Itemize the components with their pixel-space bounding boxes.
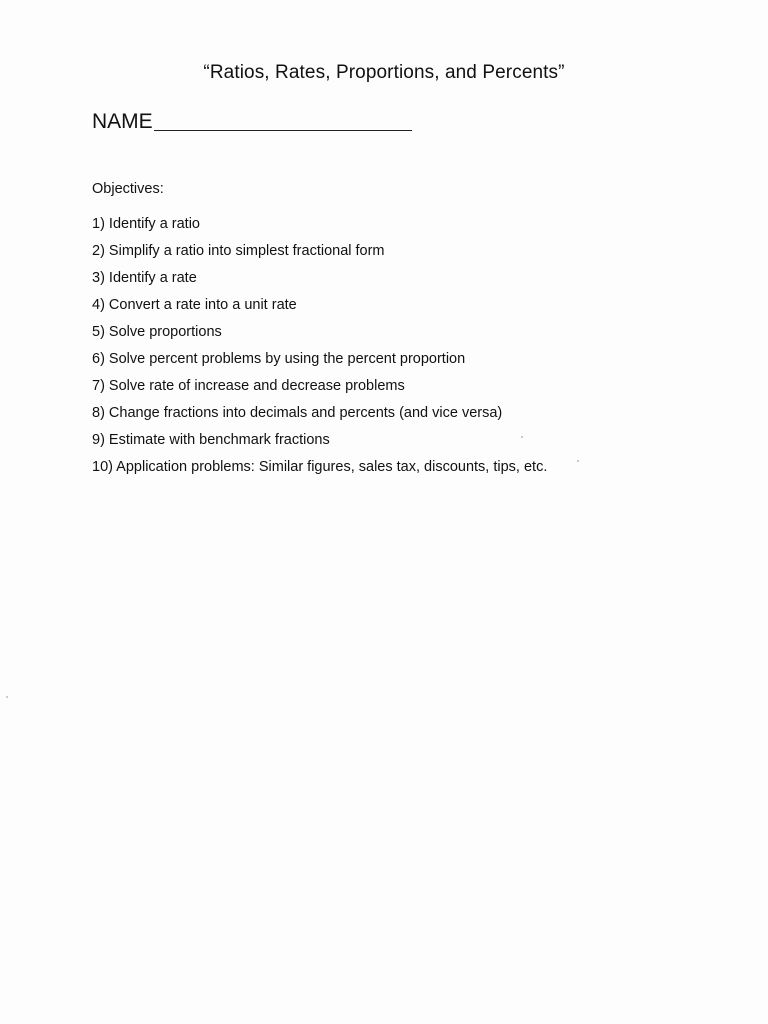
objective-item: 1) Identify a ratio [92, 216, 200, 232]
objective-item: 2) Simplify a ratio into simplest fractional form [92, 243, 385, 259]
objective-item: 5) Solve proportions [92, 324, 222, 340]
scan-speck [521, 436, 523, 438]
name-label: NAME [92, 110, 153, 133]
objectives-list [92, 216, 547, 486]
objective-item: 6) Solve percent problems by using the percent proportion [92, 351, 466, 367]
objective-item: 10) Application problems: Similar figures, sales tax, discounts, tips, etc. [92, 459, 548, 475]
page-title: “Ratios, Rates, Proportions, and Percents” [203, 62, 565, 83]
scan-speck [6, 696, 8, 698]
scan-speck [577, 460, 579, 462]
name-blank-line [154, 130, 412, 131]
objective-item: 3) Identify a rate [92, 270, 197, 286]
name-field [92, 110, 412, 134]
objective-item: 9) Estimate with benchmark fractions [92, 432, 330, 448]
objective-item: 8) Change fractions into decimals and percents (and vice versa) [92, 405, 503, 421]
objective-item: 7) Solve rate of increase and decrease problems [92, 378, 405, 394]
objectives-heading: Objectives: [92, 181, 164, 197]
objective-item: 4) Convert a rate into a unit rate [92, 297, 297, 313]
